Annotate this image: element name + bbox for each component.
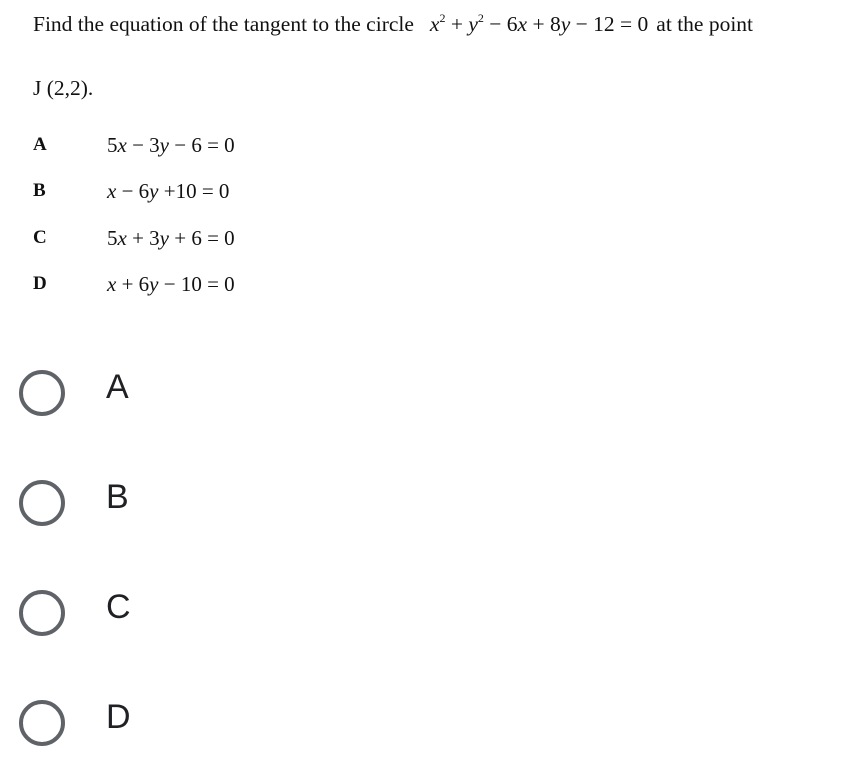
option-row-b [33,180,433,208]
eq-term-x: x [517,12,528,36]
answer-label-c: C [106,588,131,626]
question-card [0,0,850,320]
option-row-a [33,134,433,162]
option-letter: B [33,180,46,201]
option-letter: A [33,134,47,155]
eq-y: y [468,12,478,36]
eq-term-y: y [560,12,571,36]
radio-button-b[interactable] [19,480,65,526]
option-expression: x + 6y − 10 = 0 [107,272,235,296]
answer-option-d[interactable] [0,688,300,768]
answer-option-c[interactable] [0,578,300,658]
answer-label-b: B [106,478,129,516]
eq-plus: + [445,12,469,36]
eq-term-b: + 8 [527,12,561,36]
question-text [33,12,753,37]
eq-x: x [429,12,440,36]
answer-label-d: D [106,698,131,736]
option-row-d [33,273,433,301]
eq-term-c: − 12 = 0 [570,12,649,36]
option-letter: C [33,227,47,248]
answer-label-a: A [106,368,129,406]
eq-term-a: − 6 [483,12,518,36]
option-expression: 5x − 3y − 6 = 0 [107,133,235,157]
option-row-c [33,227,433,255]
radio-button-d[interactable] [19,700,65,746]
question-prompt: Find the equation of the tangent to the circle [33,12,414,36]
eq-y-exponent: 2 [477,11,484,25]
eq-x-exponent: 2 [439,11,446,25]
question-point: J (2,2). [33,76,94,100]
option-letter: D [33,273,47,294]
option-expression: 5x + 3y + 6 = 0 [107,226,235,250]
answer-option-b[interactable] [0,468,300,548]
answer-option-a[interactable] [0,358,300,438]
circle-equation [430,12,648,36]
question-suffix: at the point [656,12,754,36]
answer-choices [0,330,850,764]
radio-button-c[interactable] [19,590,65,636]
radio-button-a[interactable] [19,370,65,416]
option-expression: x − 6y +10 = 0 [107,179,230,203]
